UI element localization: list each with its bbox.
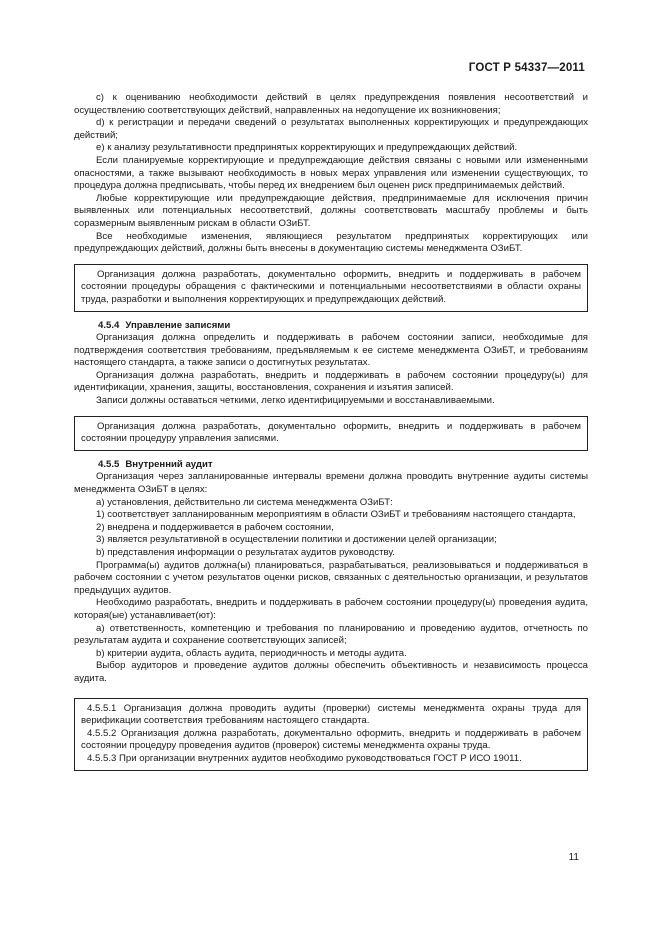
paragraph: Организация должна определить и поддерживать в рабочем состоянии записи, необходимые для подтверждения соответствия требованиям, предъявляемым к ее системе менеджмента ОЗиБТ, и требованиям настоящего стандарта, а также записи о достигнутых результатах. [74, 332, 588, 369]
paragraph: d) к регистрации и передачи сведений о результатах выполненных корректирующих и предупреждающих действий; [74, 117, 588, 141]
requirement-box [74, 416, 588, 451]
list-item: 1) соответствует запланированным мероприятиям в области ОЗиБТ и требованиям настоящего стандарта, [96, 509, 576, 521]
requirement-box [74, 264, 588, 312]
list-item: a) установления, действительно ли система менеджмента ОЗиБТ: [96, 496, 393, 508]
page-body [74, 92, 588, 779]
section-title: Внутренний аудит [125, 458, 213, 470]
list-item: a) ответственность, компетенцию и требования по планированию и проведению аудитов, отчетность по результатам аудита и сохранение соответствующих записей; [74, 622, 588, 647]
box-text: Организация должна разработать, документально оформить, внедрить и поддерживать в рабочем состоянии процедуры обращения с фактическими и потенциальными несоответствиями в области охраны труда, разработки и выполнения корректирующих и предупреждающих действий. [81, 268, 581, 305]
paragraph: Все необходимые изменения, являющиеся результатом предпринятых корректирующих или предупреждающих действий, должны быть внесены в документацию системы менеджмента ОЗиБТ. [74, 230, 588, 255]
box-text: Организация должна разработать, документально оформить, внедрить и поддерживать в рабочем состоянии процедуру управления записями. [81, 420, 581, 445]
section-number: 4.5.5 [98, 458, 120, 470]
list-item: 3) является результативной в осуществлении политики и достижении целей организации; [96, 534, 497, 546]
paragraph: c) к оцениванию необходимости действий в целях предупреждения появления несоответствий и осуществлению соответствующих действий, направленных на недопущение их возникновения; [74, 92, 588, 116]
box-clause: 4.5.5.1 Организация должна проводить аудиты (проверки) системы менеджмента охраны труда для верификации соответствия требованиям настоящего стандарта. [81, 702, 581, 727]
document-code: ГОСТ Р 54337—2011 [468, 62, 585, 74]
section-heading [74, 320, 588, 333]
page-number: 11 [568, 852, 579, 863]
paragraph: Организация через запланированные интервалы времени должна проводить внутренние аудиты системы менеджмента ОЗиБТ в целях: [74, 471, 588, 496]
paragraph: Если планируемые корректирующие и предупреждающие действия связаны с новыми или измененными опасностями, а также вызывают необходимость в новых мерах управления или изменении существующих, то процедура должна предписывать, чтобы перед их внедрением был оценен риск предпринимаемых действий. [74, 154, 588, 192]
box-clause: 4.5.5.3 При организации внутренних аудитов необходимо руководствоваться ГОСТ Р ИСО 19011. [87, 752, 522, 764]
paragraph: Организация должна разработать, внедрить и поддерживать в рабочем состоянии процедуру(ы) для идентификации, хранения, защиты, восстановления, сохранения и изъятия записей. [74, 369, 588, 394]
list-item: 2) внедрена и поддерживается в рабочем состоянии, [96, 521, 334, 533]
section-heading [74, 459, 588, 472]
section-number: 4.5.4 [98, 319, 120, 331]
box-clause: 4.5.5.2 Организация должна разработать, документально оформить, внедрить и поддерживать в рабочем состоянии процедуру проведения аудитов (проверок) системы менеджмента охраны труда. [81, 727, 581, 752]
list-item: b) критерии аудита, область аудита, периодичность и методы аудита. [96, 647, 407, 659]
section-title: Управление записями [125, 319, 231, 331]
paragraph: Любые корректирующие или предупреждающие действия, предпринимаемые для исключения причин выявленных или потенциальных несоответствий, должны соответствовать масштабу проблемы и быть соразмерным выявленным рискам в области ОЗиБТ. [74, 192, 588, 229]
paragraph: Программа(ы) аудитов должна(ы) планироваться, разрабатываться, реализовываться и поддерживаться в рабочем состоянии с учетом результатов оценки рисков, связанных с деятельностью организации, и результатов предыдущих аудитов. [74, 559, 588, 596]
list-item: b) представления информации о результатах аудитов руководству. [96, 547, 395, 558]
paragraph: Записи должны оставаться четкими, легко идентифицируемыми и восстанавливаемыми. [96, 395, 495, 407]
requirement-box [74, 698, 588, 771]
paragraph: Необходимо разработать, внедрить и поддерживать в рабочем состоянии процедуру(ы) проведения аудита, которая(ые) устанавливает(ют): [74, 597, 588, 621]
paragraph: e) к анализу результативности предпринятых корректирующих и предупреждающих действий. [96, 142, 518, 154]
paragraph: Выбор аудиторов и проведение аудитов должны обеспечить объективность и независимость процесса аудита. [74, 660, 588, 684]
